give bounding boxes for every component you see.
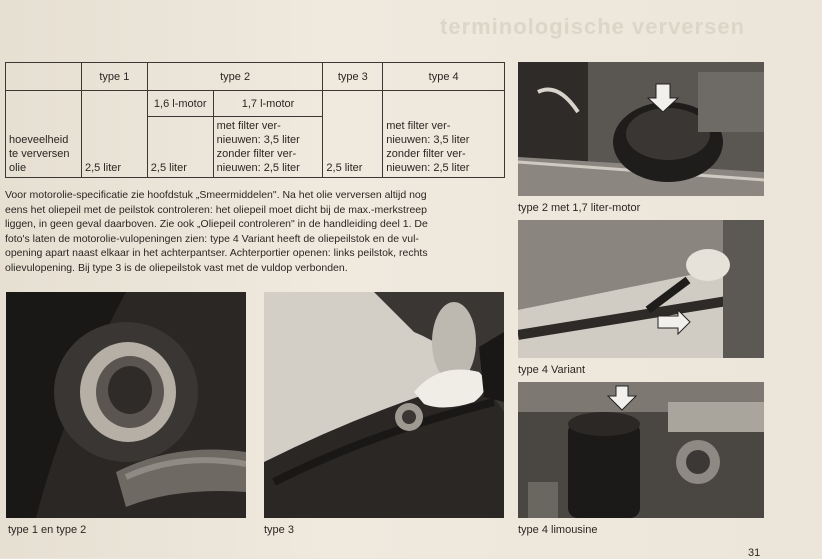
table-header-type2: type 2 — [147, 63, 323, 91]
table-header-type1: type 1 — [81, 63, 147, 91]
caption-type4-limousine: type 4 limousine — [518, 524, 598, 536]
oil-quantity-table — [5, 62, 505, 178]
type4-line: zonder filter ver- — [386, 148, 466, 160]
page-number: 31 — [748, 547, 761, 559]
bleed-through-heading: terminologische verversen — [440, 14, 746, 39]
table-cell-type1: 2,5 liter — [81, 91, 147, 178]
table-cell-type2-16: 2,5 liter — [147, 117, 213, 178]
table-row-label — [6, 91, 82, 178]
type4-line: met filter ver- — [386, 120, 451, 132]
table-cell-type4 — [383, 91, 505, 178]
table-corner-cell — [6, 63, 82, 91]
table-header-type3: type 3 — [323, 63, 383, 91]
caption-type2-17-motor: type 2 met 1,7 liter-motor — [518, 202, 641, 214]
caption-type3: type 3 — [264, 524, 294, 536]
table-cell-type3: 2,5 liter — [323, 91, 383, 178]
table-cell-type2-17 — [213, 117, 323, 178]
photo-type2-17-motor — [518, 62, 764, 196]
type2-17-line: nieuwen: 2,5 liter — [216, 162, 300, 174]
paragraph-line: opening apart naast elkaar in het achterpantser. Achterportier openen: links peilstok, rechts — [5, 247, 428, 260]
photo-type4-limousine — [518, 382, 764, 518]
caption-type4-variant: type 4 Variant — [518, 364, 586, 376]
caption-type1-type2: type 1 en type 2 — [8, 524, 87, 536]
table-subheader-16-motor: 1,6 l-motor — [147, 91, 213, 117]
photo-type4-variant — [518, 220, 764, 358]
body-paragraph — [5, 188, 507, 276]
type4-line: nieuwen: 2,5 liter — [386, 162, 470, 174]
photo-type1-type2 — [6, 292, 246, 518]
paragraph-line: olievulopening. Bij type 3 is de oliepeilstok vast met de vuldop verbonden. — [5, 261, 348, 274]
paragraph-line: Voor motorolie-specificatie zie hoofdstuk „Smeermiddelen". Na het olie verversen altijd nog — [5, 189, 427, 201]
type2-17-line: met filter ver- — [216, 120, 281, 132]
type2-17-line: zonder filter ver- — [216, 148, 297, 160]
paragraph-line: eens het oliepeil met de peilstok controleren: het oliepeil moet dicht bij de max.-merkstreep — [5, 203, 427, 216]
paragraph-line: foto's laten de motorolie-vulopeningen zien: type 4 Variant heeft de oliepeilstok en de vul- — [5, 232, 419, 245]
table-subheader-17-motor: 1,7 l-motor — [213, 91, 323, 117]
type4-line: nieuwen: 3,5 liter — [386, 134, 470, 146]
paragraph-line: liggen, in geen geval daarboven. Zie ook „Oliepeil controleren" in de handleiding deel 1. De — [5, 218, 428, 231]
type2-17-line: nieuwen: 3,5 liter — [216, 134, 300, 146]
row-label-line: te verversen — [9, 148, 70, 160]
row-label-line: hoeveelheid — [9, 134, 69, 146]
row-label-line: olie — [9, 162, 27, 174]
table-header-type4: type 4 — [383, 63, 505, 91]
photo-type3 — [264, 292, 504, 518]
